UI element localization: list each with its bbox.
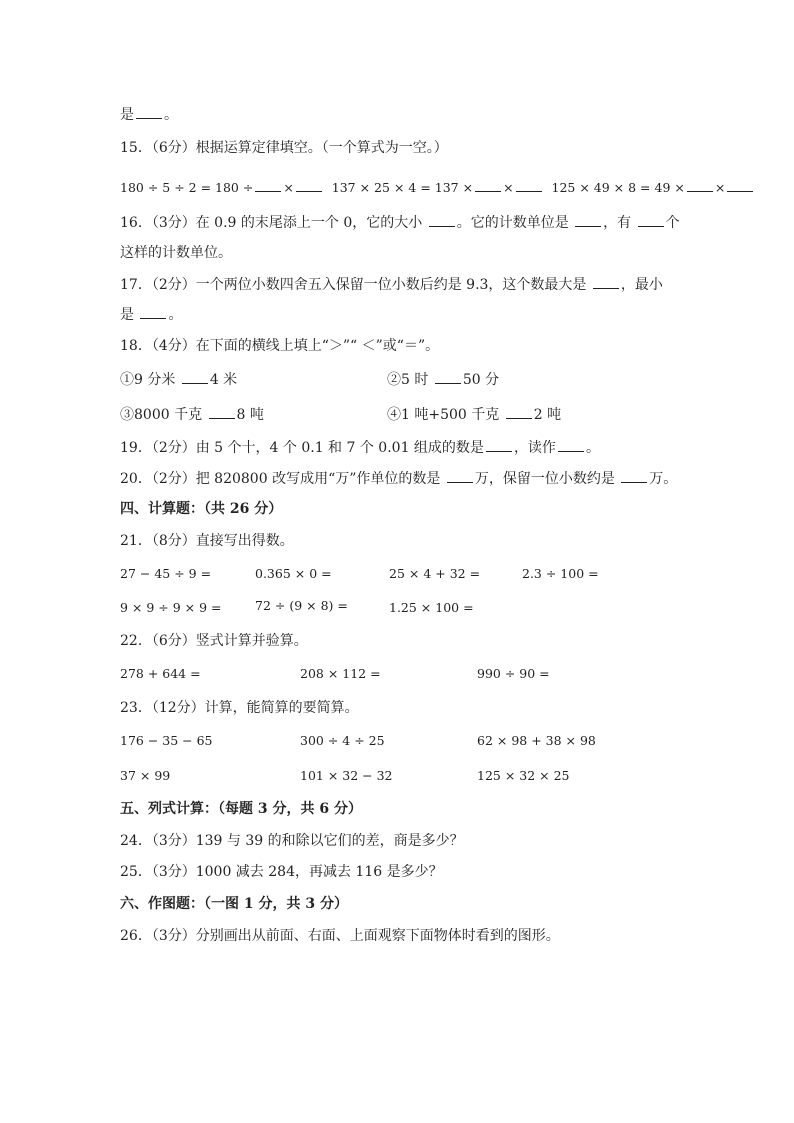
q16-line1: 16．（3分）在 0.9 的末尾添上一个 0，它的大小 。它的计数单位是 ，有 个 (120, 212, 680, 233)
q23-expr: 37 × 99 (120, 768, 171, 783)
q18-item-3: ③8000 千克 8 吨 (120, 404, 264, 425)
q20-line: 20．（2分）把 820800 改写成用“万”作单位的数是 万，保留一位小数约是 万。 (120, 468, 677, 489)
answer-blank[interactable] (435, 369, 461, 384)
answer-blank[interactable] (140, 304, 166, 319)
q21-expr: 72 ÷ (9 × 8) = (255, 598, 348, 613)
answer-blank[interactable] (486, 437, 512, 452)
answer-blank[interactable] (429, 212, 455, 227)
q25: 25．（3分）1000 减去 284，再减去 116 是多少？ (120, 864, 443, 880)
section-heading-5: 五、列式计算：（每题 3 分，共 6 分） (120, 801, 362, 817)
answer-blank[interactable] (687, 177, 713, 192)
q22-expr: 990 ÷ 90 = (477, 666, 550, 681)
answer-blank[interactable] (558, 437, 584, 452)
q24: 24．（3分）139 与 39 的和除以它们的差，商是多少？ (120, 833, 464, 849)
q23-expr: 300 ÷ 4 ÷ 25 (300, 733, 385, 748)
answer-blank[interactable] (182, 369, 208, 384)
q14-tail: 是 。 (120, 104, 178, 125)
q16-line2: 这样的计数单位。 (120, 245, 232, 261)
q22-label: 22．（6分）竖式计算并验算。 (120, 633, 308, 649)
q18-label: 18．（4分）在下面的横线上填上“＞”“ ＜”或“＝”。 (120, 338, 440, 354)
answer-blank[interactable] (516, 177, 542, 192)
answer-blank[interactable] (575, 212, 601, 227)
answer-blank[interactable] (506, 404, 532, 419)
answer-blank[interactable] (447, 468, 473, 483)
answer-blank[interactable] (475, 177, 501, 192)
q17-line2: 是 。 (120, 304, 182, 325)
q21-expr: 0.365 × 0 = (255, 566, 332, 581)
q19-line: 19．（2分）由 5 个十，4 个 0.1 和 7 个 0.01 组成的数是 ，读作 。 (120, 437, 600, 458)
answer-blank[interactable] (255, 177, 281, 192)
answer-blank[interactable] (296, 177, 322, 192)
q26: 26．（3分）分别画出从前面、右面、上面观察下面物体时看到的图形。 (120, 928, 560, 944)
q18-item-1: ①9 分米 4 米 (120, 369, 237, 390)
answer-blank[interactable] (621, 468, 647, 483)
q18-item-2: ②5 时 50 分 (387, 369, 499, 390)
q23-expr: 125 × 32 × 25 (477, 768, 570, 783)
q21-expr: 27 − 45 ÷ 9 = (120, 566, 212, 581)
q21-label: 21．（8分）直接写出得数。 (120, 533, 294, 549)
answer-blank[interactable] (638, 212, 664, 227)
q17-line1: 17．（2分）一个两位小数四舍五入保留一位小数后约是 9.3，这个数最大是 ，最小 (120, 274, 663, 295)
q21-expr: 2.3 ÷ 100 = (522, 566, 599, 581)
q23-expr: 176 − 35 − 65 (120, 733, 213, 748)
q23-expr: 101 × 32 − 32 (300, 768, 393, 783)
answer-blank[interactable] (209, 404, 235, 419)
q23-expr: 62 × 98 + 38 × 98 (477, 733, 596, 748)
answer-blank[interactable] (727, 177, 753, 192)
q22-expr: 208 × 112 = (300, 666, 381, 681)
answer-blank[interactable] (593, 274, 619, 289)
q22-expr: 278 + 644 = (120, 666, 201, 681)
answer-blank[interactable] (136, 104, 162, 119)
section-heading-4: 四、计算题：（共 26 分） (120, 501, 283, 517)
q21-expr: 1.25 × 100 = (389, 600, 474, 615)
q15-label: 15．（6分）根据运算定律填空。（一个算式为一空。） (120, 140, 448, 156)
q15-expressions: 180 ÷ 5 ÷ 2 = 180 ÷ × 137 × 25 × 4 = 137 × × 125 × 49 × 8 = 49 × × (120, 177, 755, 198)
q21-expr: 25 × 4 + 32 = (389, 566, 481, 581)
q23-label: 23．（12分）计算，能简算的要简算。 (120, 700, 359, 716)
section-heading-6: 六、作图题：（一图 1 分，共 3 分） (120, 896, 348, 912)
q18-item-4: ④1 吨+500 千克 2 吨 (387, 404, 561, 425)
q21-expr: 9 × 9 ÷ 9 × 9 = (120, 600, 222, 615)
